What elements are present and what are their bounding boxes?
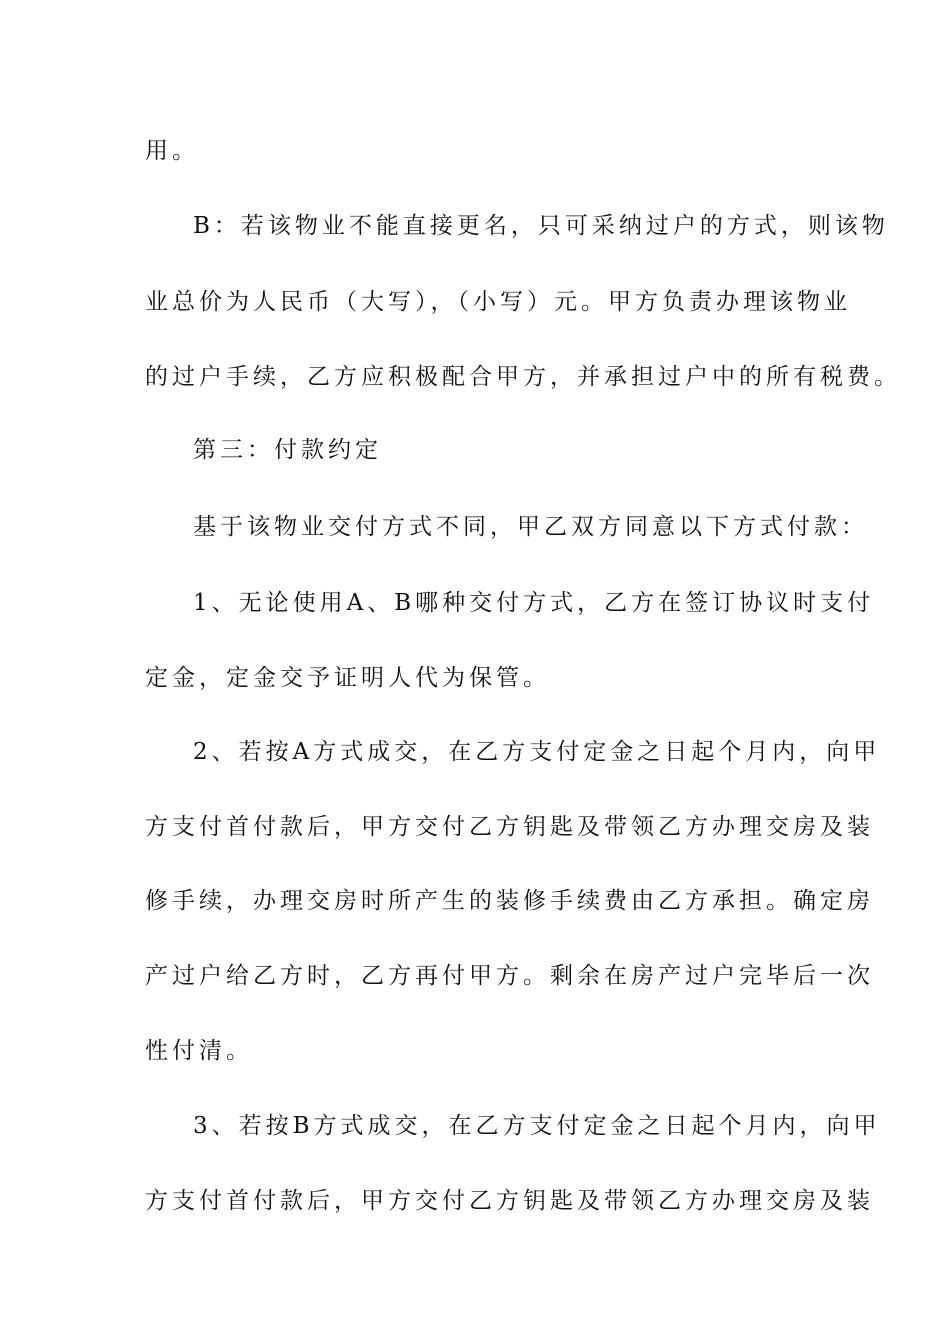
text-line: 修手续，办理交房时所产生的装修手续费由乙方承担。确定房 — [145, 888, 874, 914]
text-line: 业总价为人民币（大写），（小写）元。甲方负责办理该物业 — [145, 289, 851, 315]
text-line: 1、无论使用A、B哪种交付方式，乙方在签订协议时支付 — [193, 590, 875, 616]
section-heading: 第三：付款约定 — [193, 437, 382, 463]
text-line: 定金，定金交予证明人代为保管。 — [145, 665, 550, 691]
text-line: 方支付首付款后，甲方交付乙方钥匙及带领乙方办理交房及装 — [145, 814, 874, 840]
text-line: 产过户给乙方时，乙方再付甲方。剩余在房产过户完毕后一次 — [145, 963, 874, 989]
text-line: 用。 — [145, 138, 199, 164]
text-line: 2、若按A方式成交，在乙方支付定金之日起个月内，向甲 — [193, 739, 881, 765]
text-line: 基于该物业交付方式不同，甲乙双方同意以下方式付款： — [193, 514, 868, 540]
text-line: 方支付首付款后，甲方交付乙方钥匙及带领乙方办理交房及装 — [145, 1188, 874, 1214]
text-line: B：若该物业不能直接更名，只可采纳过户的方式，则该物 — [193, 213, 889, 239]
text-line: 性付清。 — [145, 1038, 253, 1064]
text-line: 3、若按B方式成交，在乙方支付定金之日起个月内，向甲 — [193, 1113, 881, 1139]
text-line: 的过户手续，乙方应积极配合甲方，并承担过户中的所有税费。 — [145, 364, 901, 390]
